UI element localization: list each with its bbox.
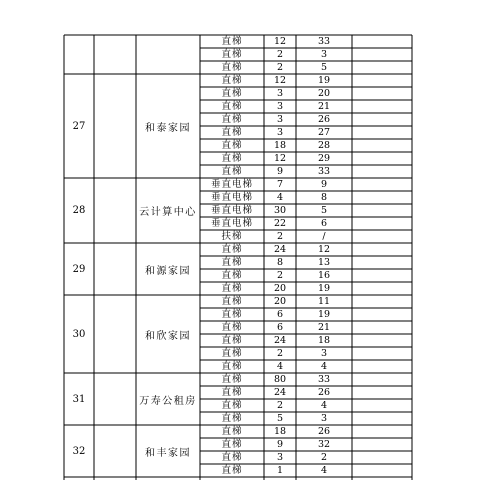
floor-value: 3: [320, 348, 328, 359]
row-number: 32: [72, 445, 86, 457]
floor-value: 3: [320, 413, 328, 424]
floor-value: 28: [317, 140, 331, 151]
count-value: 24: [273, 387, 287, 398]
count-value: 80: [273, 374, 287, 385]
floor-value: 26: [317, 114, 331, 125]
floor-value: 9: [320, 179, 328, 190]
count-value: 18: [273, 140, 287, 151]
floor-value: 19: [317, 75, 331, 86]
floor-value: 33: [317, 166, 331, 177]
count-value: 4: [276, 361, 284, 372]
count-value: 5: [276, 413, 284, 424]
floor-value: 33: [317, 374, 331, 385]
floor-value: 5: [320, 205, 328, 216]
elevator-type: 直梯: [221, 439, 243, 450]
elevator-type: 直梯: [221, 348, 243, 359]
elevator-type: 直梯: [221, 114, 243, 125]
complex-name: 云计算中心: [139, 207, 197, 218]
count-value: 2: [276, 400, 284, 411]
row-number: 27: [72, 120, 86, 132]
elevator-type: 直梯: [221, 452, 243, 463]
floor-value: 13: [317, 257, 331, 268]
count-value: 1: [276, 465, 284, 476]
count-value: 2: [276, 62, 284, 73]
elevator-type: 直梯: [221, 361, 243, 372]
floor-value: 21: [317, 322, 331, 333]
elevator-type: 直梯: [221, 426, 243, 437]
elevator-type: 直梯: [221, 101, 243, 112]
floor-value: 4: [320, 361, 328, 372]
floor-value: 33: [317, 36, 331, 47]
elevator-type: 直梯: [221, 140, 243, 151]
count-value: 24: [273, 244, 287, 255]
elevator-type: 直梯: [221, 75, 243, 86]
floor-value: 4: [320, 400, 328, 411]
elevator-type: 直梯: [221, 400, 243, 411]
floor-value: 4: [320, 465, 328, 476]
elevator-type: 直梯: [221, 283, 243, 294]
count-value: 9: [276, 439, 284, 450]
count-value: 22: [273, 218, 287, 229]
count-value: 2: [276, 231, 284, 242]
elevator-type: 扶梯: [221, 231, 243, 242]
count-value: 2: [276, 49, 284, 60]
floor-value: 29: [317, 153, 331, 164]
count-value: 12: [273, 36, 287, 47]
count-value: 4: [276, 192, 284, 203]
floor-value: 32: [317, 439, 331, 450]
elevator-type: 直梯: [221, 62, 243, 73]
row-number: 28: [72, 205, 86, 216]
count-value: 18: [273, 426, 287, 437]
count-value: 12: [273, 75, 287, 86]
floor-value: /: [322, 231, 326, 242]
count-value: 2: [276, 270, 284, 281]
elevator-type: 垂直电梯: [210, 218, 253, 229]
floor-value: 26: [317, 387, 331, 398]
floor-value: 18: [317, 335, 331, 346]
floor-value: 11: [317, 296, 331, 307]
row-number: 31: [72, 393, 86, 405]
floor-value: 16: [317, 270, 331, 281]
elevator-type: 直梯: [221, 296, 243, 307]
count-value: 3: [276, 452, 284, 463]
elevator-type: 垂直电梯: [210, 192, 253, 203]
count-value: 20: [273, 283, 287, 294]
count-value: 6: [276, 309, 284, 320]
count-value: 3: [276, 101, 284, 112]
elevator-type: 直梯: [221, 413, 243, 424]
elevator-type: 直梯: [221, 166, 243, 177]
count-value: 7: [276, 179, 284, 190]
count-value: 9: [276, 166, 284, 177]
floor-value: 26: [317, 426, 331, 437]
floor-value: 21: [317, 101, 331, 112]
floor-value: 5: [320, 62, 328, 73]
count-value: 2: [276, 348, 284, 359]
elevator-type: 直梯: [221, 270, 243, 281]
elevator-type: 直梯: [221, 309, 243, 320]
elevator-type: 直梯: [221, 36, 243, 47]
floor-value: 12: [317, 244, 331, 255]
floor-value: 3: [320, 49, 328, 60]
elevator-type: 直梯: [221, 153, 243, 164]
floor-value: 8: [320, 192, 328, 203]
count-value: 6: [276, 322, 284, 333]
floor-value: 20: [317, 88, 331, 99]
count-value: 3: [276, 88, 284, 99]
elevator-type: 直梯: [221, 257, 243, 268]
elevator-type: 直梯: [221, 387, 243, 398]
elevator-type: 直梯: [221, 374, 243, 385]
elevator-type: 直梯: [221, 244, 243, 255]
count-value: 3: [276, 127, 284, 138]
count-value: 20: [273, 296, 287, 307]
complex-name: 和源家园: [145, 265, 191, 277]
count-value: 3: [276, 114, 284, 125]
row-number: 29: [72, 263, 86, 275]
complex-name: 和欣家园: [145, 330, 191, 342]
complex-name: 和泰家园: [145, 122, 191, 134]
count-value: 8: [276, 257, 284, 268]
elevator-type: 直梯: [221, 49, 243, 60]
count-value: 12: [273, 153, 287, 164]
elevator-type: 直梯: [221, 127, 243, 138]
floor-value: 2: [320, 452, 328, 463]
count-value: 24: [273, 335, 287, 346]
complex-name: 万寿公租房: [139, 395, 197, 407]
elevator-type: 直梯: [221, 322, 243, 333]
complex-name: 和丰家园: [145, 447, 191, 459]
elevator-type: 直梯: [221, 88, 243, 99]
elevator-type: 垂直电梯: [210, 179, 253, 190]
elevator-type: 垂直电梯: [210, 205, 253, 216]
elevator-type: 直梯: [221, 335, 243, 346]
floor-value: 27: [317, 127, 331, 138]
count-value: 30: [273, 205, 287, 216]
floor-value: 19: [317, 309, 331, 320]
row-number: 30: [72, 328, 86, 340]
floor-value: 6: [320, 218, 328, 229]
elevator-type: 直梯: [221, 465, 243, 476]
floor-value: 19: [317, 283, 331, 294]
